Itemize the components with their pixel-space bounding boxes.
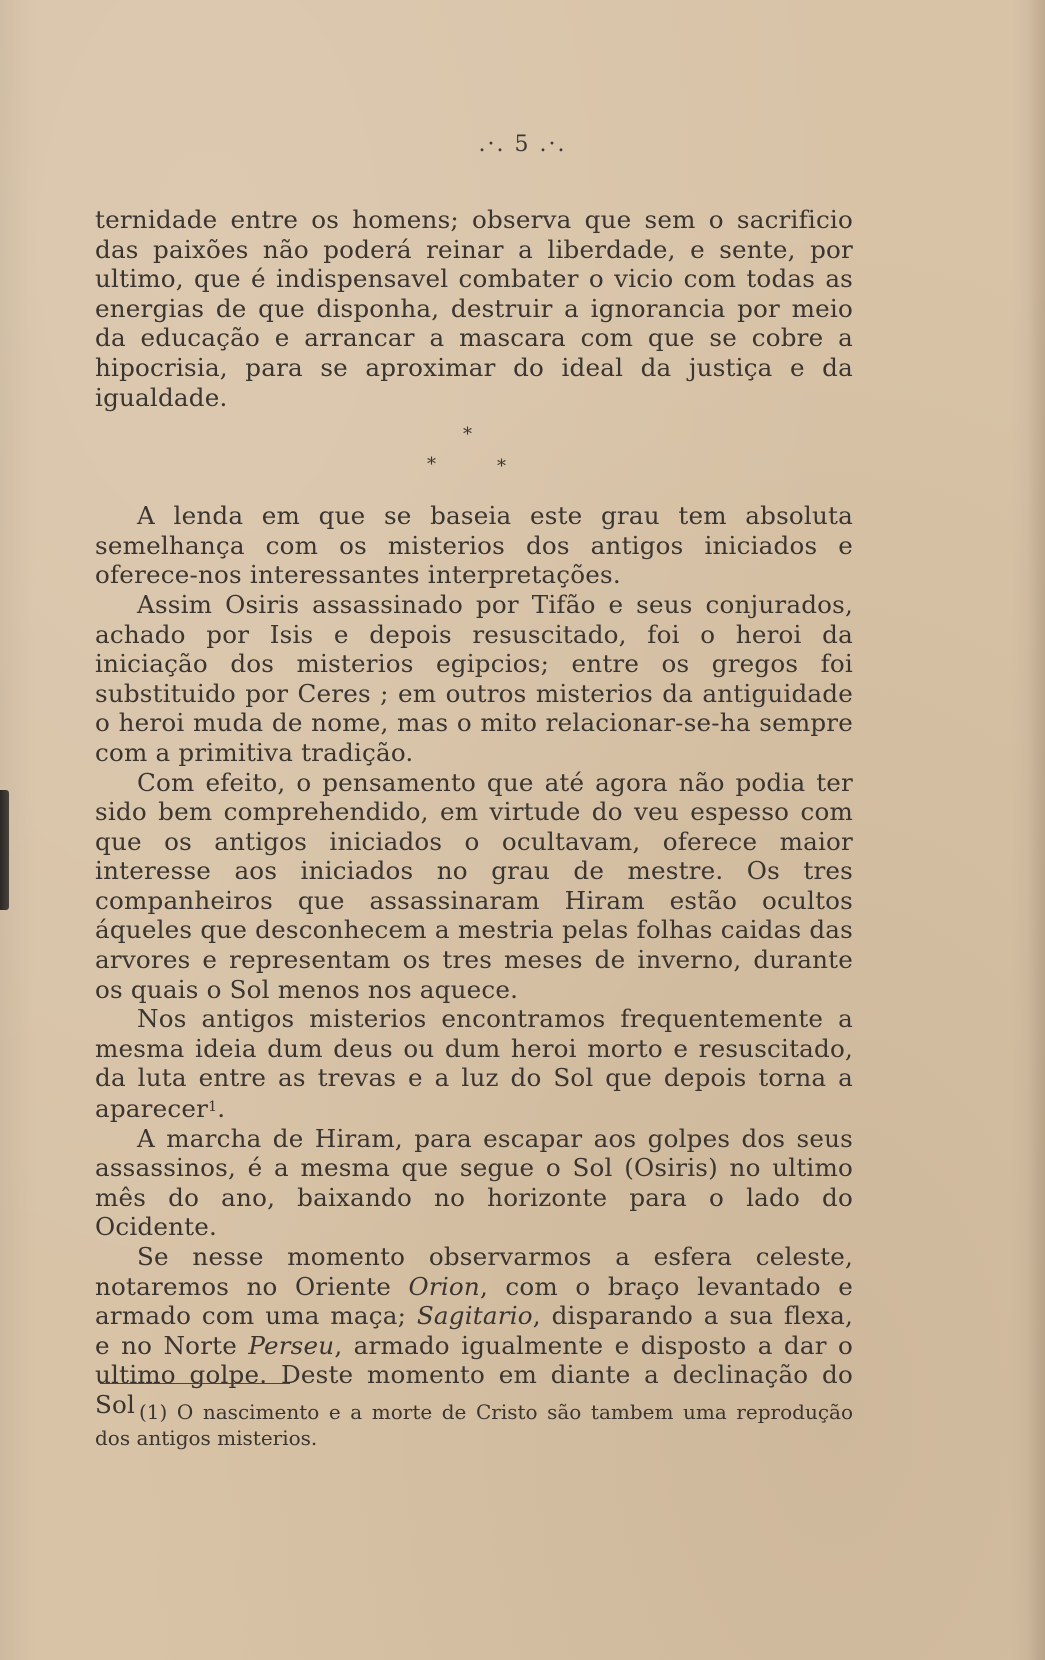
- paragraph-7: [95, 1242, 853, 1420]
- footnote-body: O nascimento e a morte de Cristo são tambem uma reprodução dos antigos misterios.: [95, 1400, 853, 1450]
- footnote-text: [95, 1400, 853, 1451]
- constellation-perseu: Perseu: [248, 1330, 335, 1360]
- paragraph-3: Assim Osiris assassinado por Tifão e seus conjurados, achado por Isis e depois resuscitado, foi o heroi da iniciação dos misterios egipcios; entre os gregos foi substituido por Ceres ; em outros misterios da antiguidade o heroi muda de nome, mas o mito relacionar-se-ha sempre com a primitiva tradição.: [95, 589, 853, 767]
- paragraph-1: ternidade entre os homens; observa que sem o sacrificio das paixões não poderá reinar a liberdade, e sente, por ultimo, que é indispensavel combater o vicio com todas as energias de que disponha, destruir a ignorancia por meio da educação e arrancar a mascara com que se cobre a hipocrisia, para se aproximar do ideal da justiça e da igualdade.: [95, 205, 853, 412]
- asterism-star: *: [427, 454, 437, 476]
- constellation-orion: Orion: [408, 1271, 480, 1301]
- paragraph-7-part-a: Se nesse momento observarmos a esfera celeste, notaremos no Oriente: [95, 1242, 853, 1301]
- paragraph-5-end: .: [217, 1094, 226, 1124]
- footnote-reference: 1: [208, 1099, 218, 1116]
- body-text: [95, 205, 853, 1420]
- paragraph-2: A lenda em que se baseia este grau tem absoluta semelhança com os misterios dos antigos iniciados e oferece-nos interessantes interpretações.: [95, 501, 853, 590]
- page-number: .·. 5 .·.: [478, 132, 567, 157]
- page-edge-shadow: [1027, 0, 1045, 1660]
- paragraph-7-part-c: , disparando a sua flexa, e no Norte: [95, 1301, 853, 1360]
- asterism-star: *: [463, 424, 473, 446]
- paragraph-7-part-b: , com o braço levantado e armado com uma maça;: [95, 1271, 854, 1331]
- paragraph-5: [95, 1004, 853, 1123]
- paragraph-7-part-d: , armado igualmente e disposto a dar o ultimo golpe. Deste momento em diante a declinação do Sol: [95, 1330, 854, 1419]
- paragraph-5-text: Nos antigos misterios encontramos frequentemente a mesma ideia dum deus ou dum heroi morto e resuscitado, da luta entre as trevas e a luz do Sol que depois torna a aparecer: [95, 1004, 853, 1124]
- asterism-star: *: [497, 456, 507, 478]
- paragraph-4: Com efeito, o pensamento que até agora não podia ter sido bem comprehendido, em virtude do veu espesso com que os antigos iniciados o ocultavam, oferece maior interesse aos iniciados no grau de mestre. Os tres companheiros que assassinaram Hiram estão ocultos áqueles que desconhecem a mestria pelas folhas caidas das arvores e representam os tres meses de inverno, durante os quais o Sol menos nos aquece.: [95, 767, 853, 1004]
- footnote-divider: [100, 1383, 290, 1384]
- paragraph-6: A marcha de Hiram, para escapar aos golpes dos seus assassinos, é a mesma que segue o Sol (Osiris) no ultimo mês do ano, baixando no horizonte para o lado do Ocidente.: [95, 1123, 853, 1242]
- footnote-marker: (1): [139, 1400, 168, 1424]
- footnote: [95, 1400, 853, 1451]
- constellation-sagitario: Sagitario: [416, 1301, 533, 1331]
- asterism-separator: [95, 412, 853, 501]
- binding-mark: [0, 790, 9, 910]
